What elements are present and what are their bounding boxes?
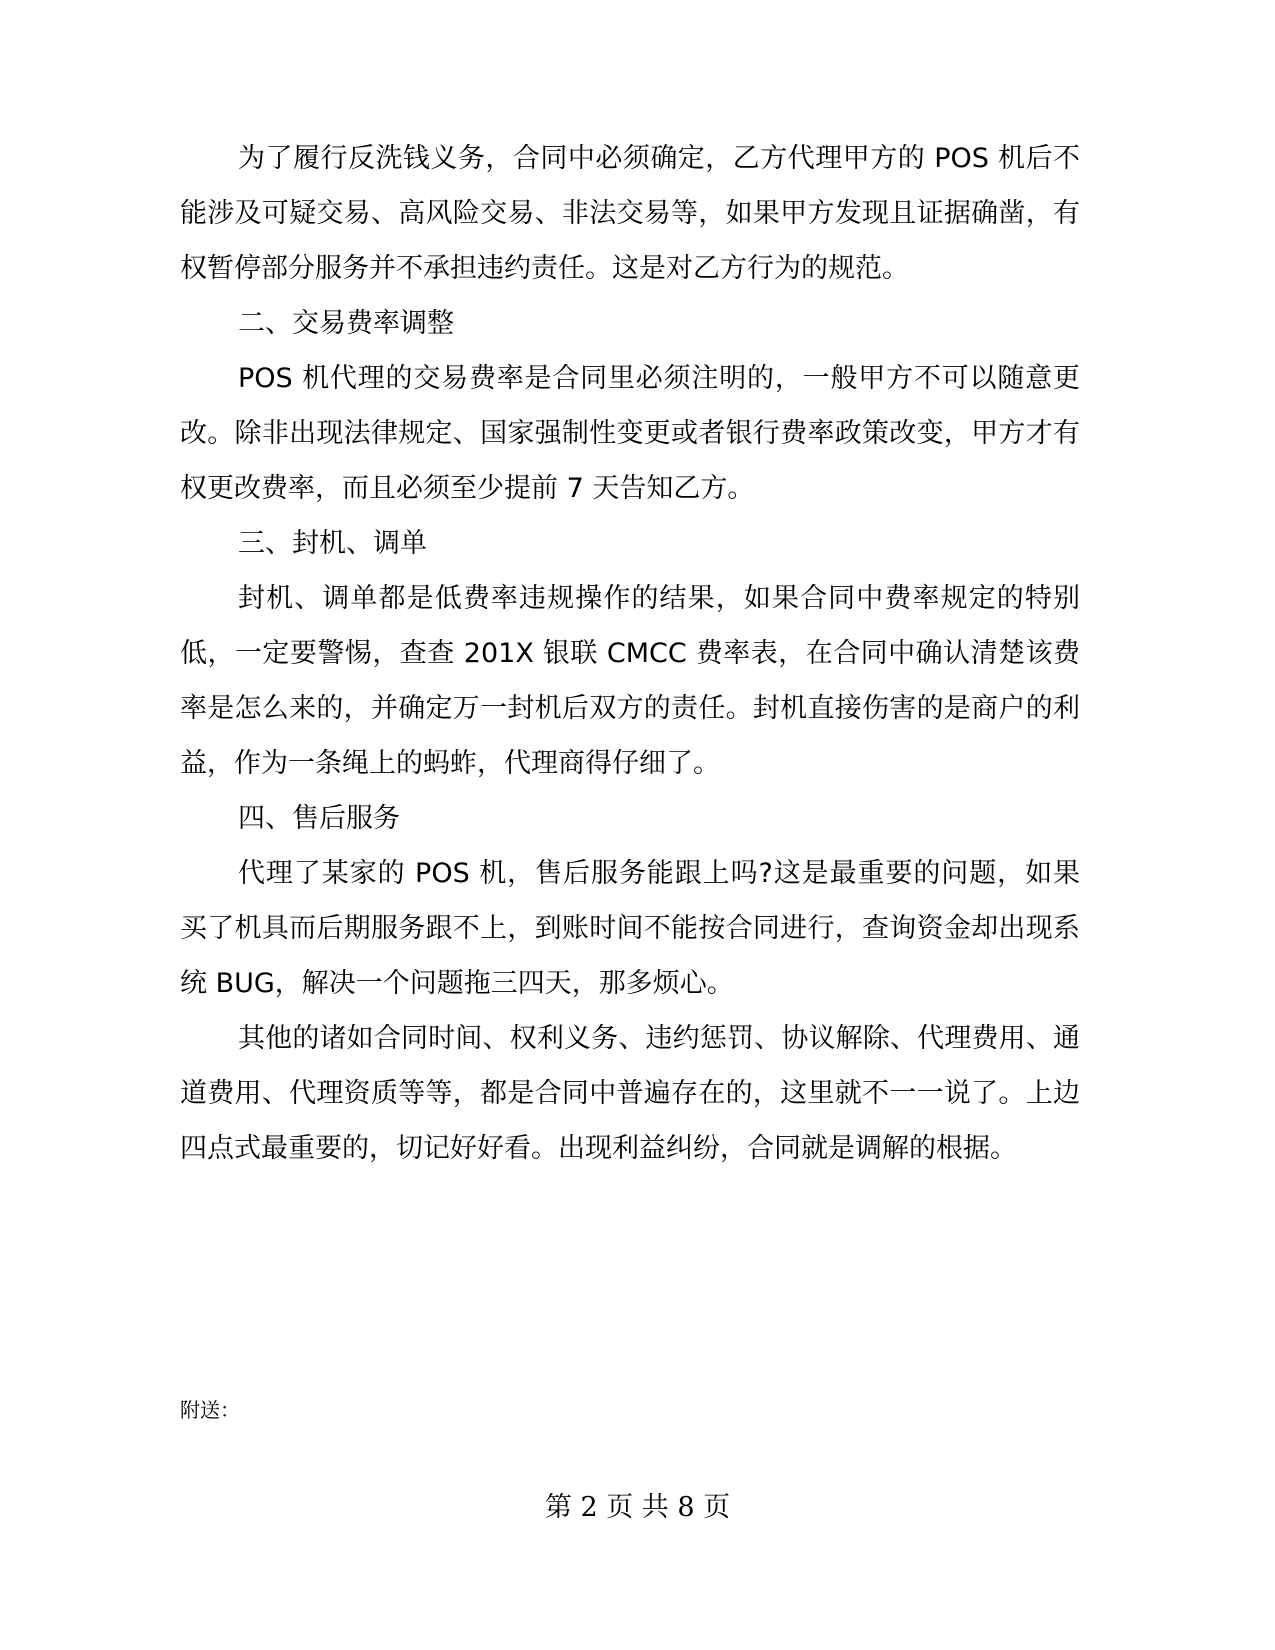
section-heading-fee-adjustment: 二、交易费率调整 <box>238 308 454 339</box>
appendix-label: 附送： <box>180 1398 240 1422</box>
section-heading-freeze: 三、封机、调单 <box>238 528 427 559</box>
paragraph-after-sales: 代理了某家的 POS 机，售后服务能跟上吗?这是最重要的问题，如果买了机具而后期服务跟不上，到账时间不能按合同进行，查询资金却出现系统 BUG，解决一个问题拖三四天，那多烦心。 <box>180 858 1080 999</box>
document-body <box>180 131 1080 1176</box>
page-number-footer: 第 2 页 共 8 页 <box>544 1492 731 1523</box>
paragraph-freeze: 封机、调单都是低费率违规操作的结果，如果合同中费率规定的特别低，一定要警惕，查查 201X 银联 CMCC 费率表，在合同中确认清楚该费率是怎么来的，并确定万一封机后双方的责任。封机直接伤害的是商户的利益，作为一条绳上的蚂蚱，代理商得仔细了。 <box>180 583 1080 779</box>
paragraph-other-terms: 其他的诸如合同时间、权利义务、违约惩罚、协议解除、代理费用、通道费用、代理资质等等，都是合同中普遍存在的，这里就不一一说了。上边四点式最重要的，切记好好看。出现利益纠纷，合同就是调解的根据。 <box>180 1023 1080 1164</box>
paragraph-fee-adjustment: POS 机代理的交易费率是合同里必须注明的，一般甲方不可以随意更改。除非出现法律规定、国家强制性变更或者银行费率政策改变，甲方才有权更改费率，而且必须至少提前 7 天告知乙方。 <box>180 363 1080 504</box>
paragraph-aml-obligation: 为了履行反洗钱义务，合同中必须确定，乙方代理甲方的 POS 机后不能涉及可疑交易、高风险交易、非法交易等，如果甲方发现且证据确凿，有权暂停部分服务并不承担违约责任。这是对乙方行为的规范。 <box>180 143 1080 284</box>
section-heading-after-sales: 四、售后服务 <box>238 803 400 834</box>
